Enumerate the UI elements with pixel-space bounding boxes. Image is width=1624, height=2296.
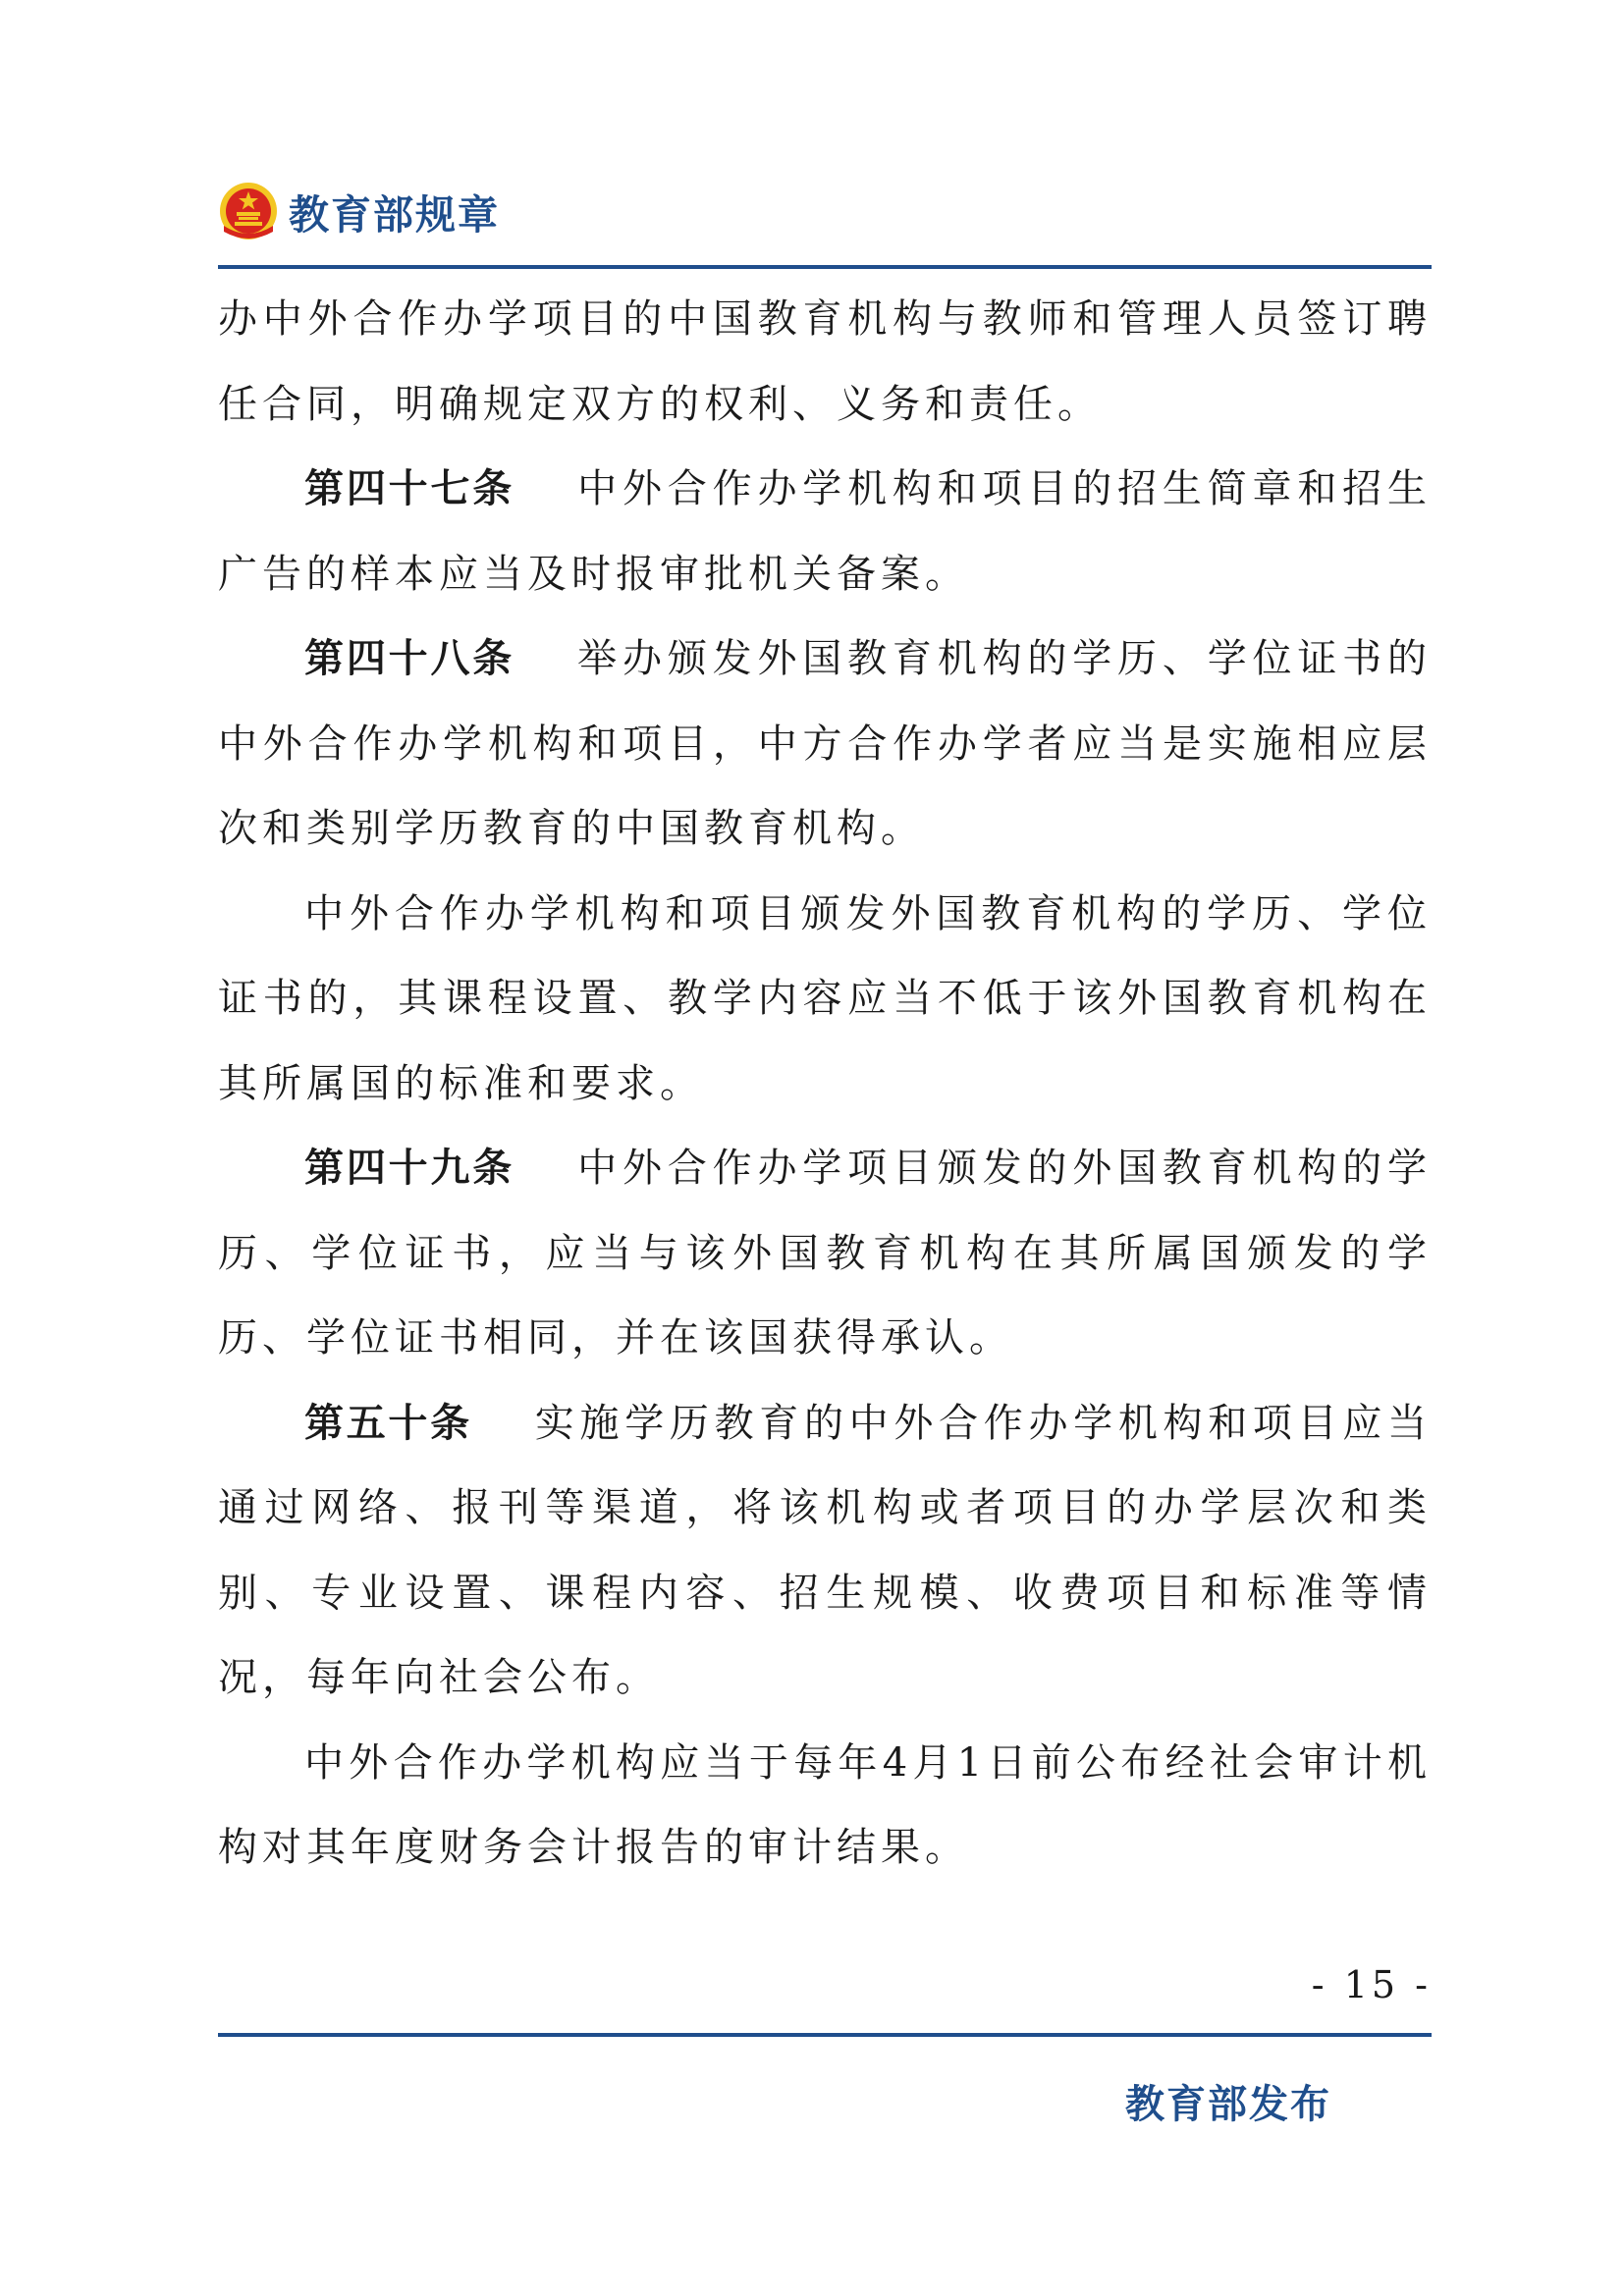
footer-publisher: 教育部发布 bbox=[1125, 2082, 1331, 2127]
article-text: 举办颁发外国教育机构的学历、学位证书的中外合作办学机构和项目，中方合作办学者应当是实施相应层次和类别学历教育的中国教育机构。 bbox=[218, 636, 1433, 851]
article-47 bbox=[218, 447, 1432, 616]
article-number: 第四十八条 bbox=[304, 636, 515, 681]
document-body bbox=[218, 277, 1432, 1891]
article-text: 中外合作办学项目颁发的外国教育机构的学历、学位证书，应当与该外国教育机构在其所属国颁发的学历、学位证书相同，并在该国获得承认。 bbox=[218, 1146, 1433, 1361]
article-number: 第五十条 bbox=[304, 1400, 472, 1446]
national-emblem-icon bbox=[218, 181, 279, 241]
article-48 bbox=[218, 616, 1432, 872]
article-number: 第四十七条 bbox=[304, 466, 515, 511]
article-text: 中外合作办学机构和项目的招生简章和招生广告的样本应当及时报审批机关备案。 bbox=[218, 466, 1433, 597]
page-header bbox=[218, 172, 500, 250]
article-48-paragraph-2: 中外合作办学机构和项目颁发外国教育机构的学历、学位证书的，其课程设置、教学内容应当不低于该外国教育机构在其所属国的标准和要求。 bbox=[218, 890, 1432, 1106]
page-number: - 15 - bbox=[1311, 1963, 1432, 2006]
header-divider bbox=[218, 265, 1432, 269]
paragraph-continuation: 办中外合作办学项目的中国教育机构与教师和管理人员签订聘任合同，明确规定双方的权利、义务和责任。 bbox=[218, 296, 1432, 427]
footer-divider bbox=[218, 2033, 1432, 2037]
header-title: 教育部规章 bbox=[289, 190, 500, 239]
article-49 bbox=[218, 1126, 1432, 1381]
article-number: 第四十九条 bbox=[304, 1146, 515, 1191]
article-text: 实施学历教育的中外合作办学机构和项目应当通过网络、报刊等渠道，将该机构或者项目的办学层次和类别、专业设置、课程内容、招生规模、收费项目和标准等情况，每年向社会公布。 bbox=[218, 1400, 1433, 1700]
article-50 bbox=[218, 1381, 1432, 1721]
article-50-paragraph-2: 中外合作办学机构应当于每年4月1日前公布经社会审计机构对其年度财务会计报告的审计结果。 bbox=[218, 1739, 1432, 1870]
